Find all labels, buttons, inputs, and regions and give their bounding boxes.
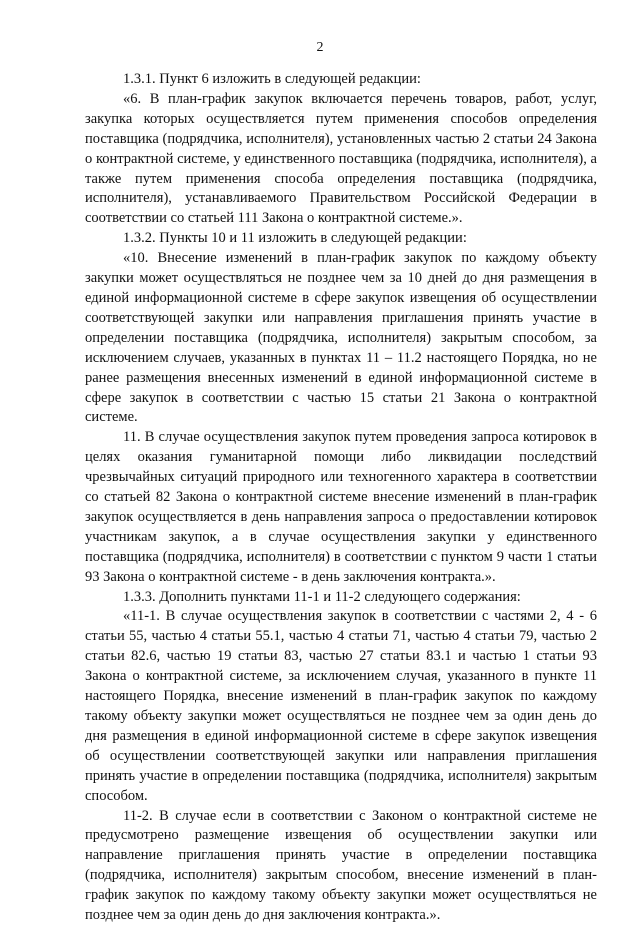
paragraph-1-3-1-heading: 1.3.1. Пункт 6 изложить в следующей редакции: (123, 71, 421, 87)
paragraph-1-3-2-heading: 1.3.2. Пункты 10 и 11 изложить в следующей редакции: (123, 230, 467, 247)
paragraph-item-10: «10. Внесение изменений в план-график закупок по каждому объекту закупки может осуществляться не позднее чем за 10 дней до дня размещения в единой информационной системе в сфере закупок извещения об осуществлении соответствующей закупки или направления приглашения принять участие в определении поставщика (подрядчика, исполнителя) закрытым способом, за исключением случаев, указанных в пунктах 11 – 11.2 настоящего Порядка, но не ранее размещения внесенных изменений в единой информационной системе в сфере закупок в соответствии с частью 15 статьи 21 Закона о контрактной системе. (85, 250, 597, 426)
paragraph-item-11-2: 11-2. В случае если в соответствии с Законом о контрактной системе не предусмотрено размещение извещения об осуществлении закупки или направление приглашения принять участие в определении поставщика (подрядчика, исполнителя) закрытым способом, внесение изменений в план-график закупок по каждому такому объекту закупки может осуществляться не позднее чем за один день до дня заключения контракта.». (85, 807, 597, 924)
paragraph-1-3-3-heading: 1.3.3. Дополнить пунктами 11-1 и 11-2 следующего содержания: (123, 588, 521, 605)
paragraph-item-6: «6. В план-график закупок включается перечень товаров, работ, услуг, закупка которых осуществляется путем применения способов определения поставщика (подрядчика, исполнителя), установленных частью 2 статьи 24 Закона о контрактной системе, у единственного поставщика (подрядчика, исполнителя), а также путем применения способа определения поставщика (подрядчика, исполнителя), устанавливаемого Правительством Российской Федерации в соответствии со статьей 111 Закона о контрактной системе.». (85, 90, 597, 227)
paragraph-item-11: 11. В случае осуществления закупок путем проведения запроса котировок в целях оказания гуманитарной помощи либо ликвидации последствий чрезвычайных ситуаций природного или техногенного характера в соответствии со статьей 82 Закона о контрактной системе внесение изменений в план-график закупок осуществляется в день направления запроса о предоставлении котировок участникам закупок, а в случае осуществления закупки у единственного поставщика (подрядчика, исполнителя) в соответствии с пунктом 9 части 1 статьи 93 Закона о контрактной системе - в день заключения контракта.». (85, 429, 597, 585)
page-number: 2 (316, 40, 324, 55)
paragraph-item-11-1: «11-1. В случае осуществления закупок в соответствии с частями 2, 4 - 6 статьи 55, частью 4 статьи 55.1, частью 4 статьи 71, частью 4 статьи 79, частью 2 статьи 82.6, частью 19 статьи 83, частью 27 статьи 83.1 и частью 1 статьи 93 Закона о контрактной системе, за исключением случая, указанного в пункте 11 настоящего Порядка, внесение изменений в план-график закупок по каждому такому объекту закупки может осуществляться не позднее чем за один день до дня размещения в единой информационной системе в сфере закупок извещения об осуществлении соответствующей закупки или направления приглашения принять участие в определении поставщика (подрядчика, исполнителя) закрытым способом. (85, 608, 597, 804)
document-body (85, 70, 597, 926)
